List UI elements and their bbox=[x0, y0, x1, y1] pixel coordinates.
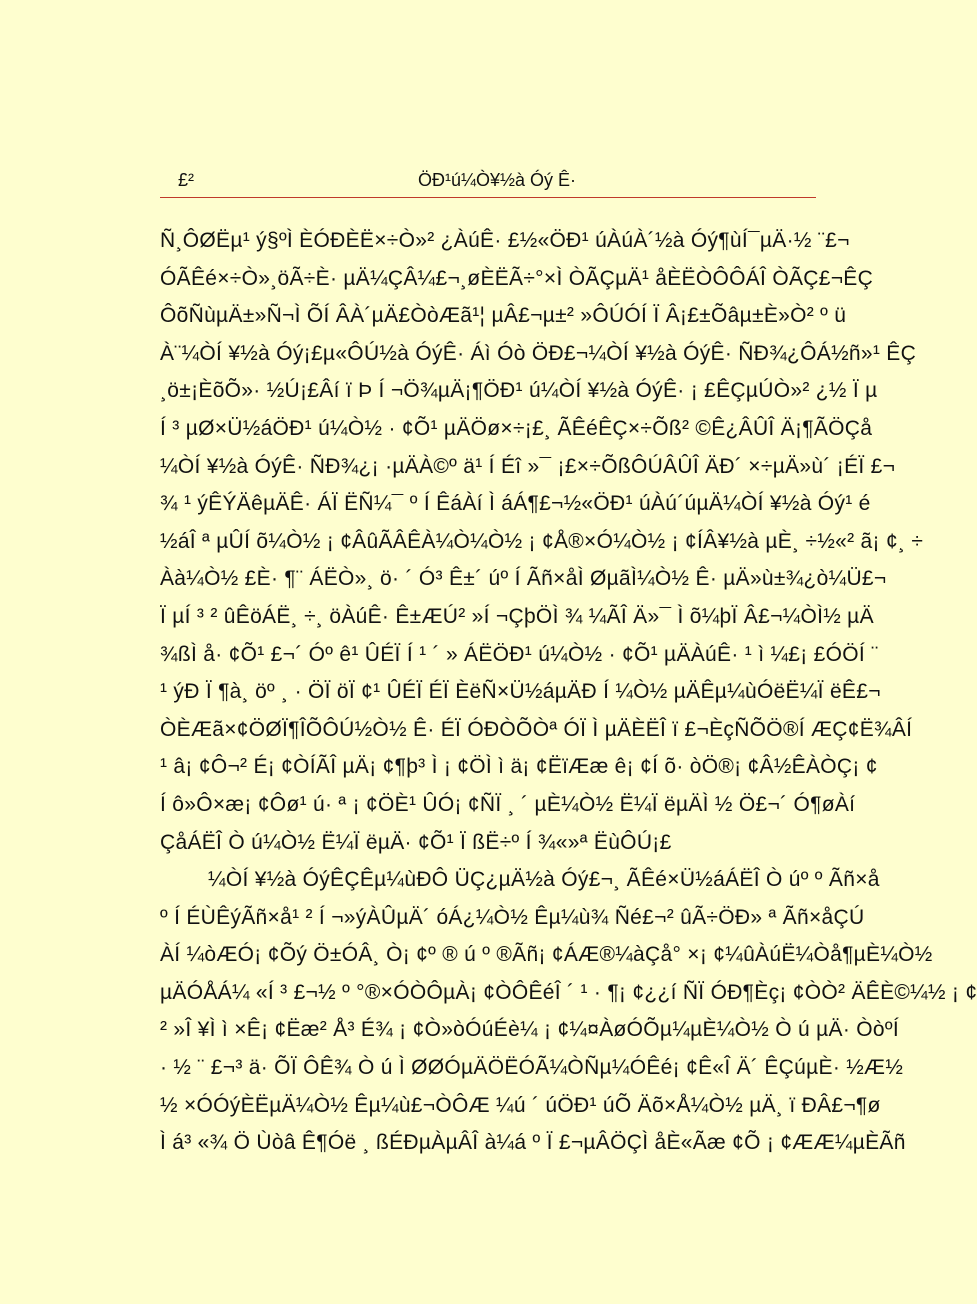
text-line: ¾ ¹ ýÊÝÄêµÄÊ· ÁÏ ËÑ¼¯ º Í ÊáÀí Ì áÁ¶£¬½«ÖÐ¹ úÀú´úµÄ¼ÒÍ ¥½à Óý¹ é bbox=[160, 492, 871, 516]
text-line: ÔõÑùµÄ±»Ñ¬Ì ÕÍ ÂÀ´µÄ£ÒòÆã¹¦ µÂ£¬µ±² »ÔÚÓÍ Ï Â¡£±Õâµ±È»Ò² º ü bbox=[160, 304, 847, 328]
text-line: ¹ â¡ ¢Ô¬² É¡ ¢ÒÍÃÎ µÄ¡ ¢¶þ³ Ì ¡ ¢ÖÌ ì ä¡ ¢ËïÆæ ê¡ ¢Í õ· òÖ®¡ ¢Â½ÊÀÒÇ¡ ¢ bbox=[160, 755, 878, 779]
header-rule bbox=[160, 197, 816, 198]
text-line: Ï µÍ ³ ² ûÊöÁË¸ ÷¸ öÀúÊ· Ê±ÆÚ² »Í ¬ÇþÖÌ ¾ ¼ÃÎ Ä»¯ Ì õ¼þÏ Â£¬¼ÒÌ½ µÄ bbox=[160, 604, 874, 628]
text-line: ½áÎ ª µÛÍ õ¼Ò½ ¡ ¢ÂûÃÂÊÀ¼Ò¼Ò½ ¡ ¢Å®×Ó¼Ò½ ¡ ¢ÍÂ¥½à µÈ¸ ÷½«² ã¡ ¢¸ ÷ bbox=[160, 529, 924, 553]
text-line: ÓÃÊé×÷Ò»¸öÃ÷È· µÄ¼ÇÂ¼£¬¸øÈËÃ÷°×Ì ÒÃÇµÄ¹ åÈËÒÔÔÁÎ ÒÃÇ£¬ÊÇ bbox=[160, 266, 874, 290]
text-line: ¼ÒÍ ¥½à ÓýÊÇÊµ¼ùÐÔ ÜÇ¿µÄ½à Óý£¬¸ ÃÊé×Ü½áÁËÎ Ò úº º Ãñ×å bbox=[208, 868, 880, 892]
paragraph-2 bbox=[160, 861, 977, 1162]
text-line: ¸ö±¡ÈõÕ»· ½Ú¡£Âí ï Þ Í ¬Ö¾µÄ¡¶ÖÐ¹ ú¼ÒÍ ¥½à ÓýÊ· ¡ £ÊÇµÚÒ»² ¿½ Ï µ bbox=[160, 379, 878, 403]
text-line: ÒÈÆã×¢ÖØÏ¶ÎÕÔÚ½Ò½ Ê· ÉÏ ÓÐÒÕÒª ÓÏ Ì µÄÈËÎ ï £¬ÈçÑÕÖ®Í ÆÇ¢Ë¾ÂÍ bbox=[160, 717, 913, 741]
text-line: Í ô»Ô×æ¡ ¢Ôø¹ ú· ª ¡ ¢ÖÈ¹ ÛÓ¡ ¢ÑÏ ¸ ´ µÈ¼Ò½ Ë¼Ï ëµÄÌ ½ Ö£¬´ Ó¶øÀí bbox=[160, 792, 856, 816]
text-line: ² »Î ¥Ì ì ×Ê¡ ¢Ëæ² Å³ É¾ ¡ ¢Ò»òÓúÉè¼ ¡ ¢¼¤ÀøÓÕµ¼µÈ¼Ò½ Ò ú µÄ· ÒòºÍ bbox=[160, 1018, 899, 1042]
text-line: À¨¼ÒÍ ¥½à Óý¡£µ«ÔÚ½à ÓýÊ· Áì Óò ÖÐ£¬¼ÒÍ ¥½à ÓýÊ· ÑÐ¾¿ÔÁ½ñ»¹ ÊÇ bbox=[160, 341, 917, 365]
running-title: ÖÐ¹ú¼Ò¥½à Óý Ê· bbox=[418, 170, 577, 190]
text-line: º Í ÉÙÊýÃñ×å¹ ² Í ¬»ýÀÛµÄ´ óÁ¿¼Ò½ Êµ¼ù¾ Ñé£¬² ûÃ÷ÖÐ» ª Ãñ×åÇÚ bbox=[160, 905, 865, 929]
text-line: · ½ ¨ £¬³ ä· ÕÏ ÔÊ¾ Ò ú Ì ØØÓµÄÖËÓÃ¼ÒÑµ¼ÓÊé¡ ¢Ê«Î Ä´ ÊÇúµÈ· ½Æ½ bbox=[160, 1056, 904, 1080]
text-line: ¼ÒÍ ¥½à ÓýÊ· ÑÐ¾¿¡ ·µÄÀ©º ä¹ Í Éî »¯ ¡£×÷ÕßÔÚÂÛÎ ÄÐ´ ×÷µÄ»ù´ ¡ÉÏ £¬ bbox=[160, 454, 896, 478]
text-line: Àà¼Ò½ £È· ¶¨ ÁËÒ»¸ ö· ´ Ó³ Ê±´ úº Í Ãñ×åÌ ØµãÌ¼Ò½ Ê· µÄ»ù±¾¿ò¼Ü£¬ bbox=[160, 567, 887, 591]
text-line: ¾ßÌ å· ¢Õ¹ £¬´ Óº ê¹ ÛÉÏ Í ¹ ´ » ÁËÖÐ¹ ú¼Ò½ · ¢Õ¹ µÄÀúÊ· ¹ ì ¼£¡ £ÓÖÍ ¨ bbox=[160, 642, 879, 666]
text-line: Ñ¸ÔØËµ¹ ý§ºÌ ÈÓÐÈË×÷Ò»² ¿ÀúÊ· £½«ÖÐ¹ úÀúÀ´½à Óý¶ùÍ¯µÄ·½ ¨£¬ bbox=[160, 229, 850, 252]
page-header bbox=[160, 168, 816, 192]
text-line: ÇåÁËÎ Ò ú¼Ò½ Ë¼Ï ëµÄ· ¢Õ¹ Ï ßË÷º Í ¾«»ª ËùÔÚ¡£ bbox=[160, 830, 672, 854]
body-text bbox=[160, 222, 977, 1162]
text-line: µÄÓÅÁ¼ «Í ³ £¬½ º °®×ÓÒÔµÀ¡ ¢ÒÔÊéÎ ´ ¹ · ¶¡ ¢¿¿í ÑÏ ÓÐ¶Èç¡ ¢ÒÒ² ÄÊÈ©¼½ ¡ ¢ bbox=[160, 980, 977, 1004]
text-line: ÀÍ ¼òÆÓ¡ ¢Õý Ö±ÓÂ¸ Ò¡ ¢º ® ú º ®Ãñ¡ ¢ÁÆ®¼àÇå° ×¡ ¢¼ûÀúË¼Òå¶µÈ¼Ò½ bbox=[160, 943, 933, 967]
text-line: Ì á³ «¾ Ö Ùòâ Ê¶Óë ¸ ßÉÐµÀµÂÎ à¼á º Ï £¬µÂÖÇÌ åÈ«Ãæ ¢Õ ¡ ¢ÆÆ¼µÈÃñ bbox=[160, 1131, 906, 1155]
page-number: £² bbox=[178, 170, 195, 190]
text-line: Í ³ µØ×Ü½áÖÐ¹ ú¼Ò½ · ¢Õ¹ µÄÖø×÷¡£¸ ÃÊéÊÇ×÷Õß² ©Ê¿ÂÛÎ Ä¡¶ÃÖÇå bbox=[160, 416, 873, 440]
text-line: ¹ ýÐ Ï ¶à¸ öº ¸ · ÖÏ öÏ ¢¹ ÛÉÏ ÉÏ ÈëÑ×Ü½áµÄÐ Í ¼Ò½ µÄÊµ¼ùÓëË¼Ï ëÊ£¬ bbox=[160, 680, 881, 704]
text-line: ½ ×ÓÓýÈËµÄ¼Ò½ Êµ¼ù£¬ÒÔÆ ¼ú ´ úÖÐ¹ úÕ Äõ×Å¼Ò½ µÄ¸ ï ÐÂ£¬¶ø bbox=[160, 1093, 881, 1117]
paragraph-1 bbox=[160, 222, 924, 861]
